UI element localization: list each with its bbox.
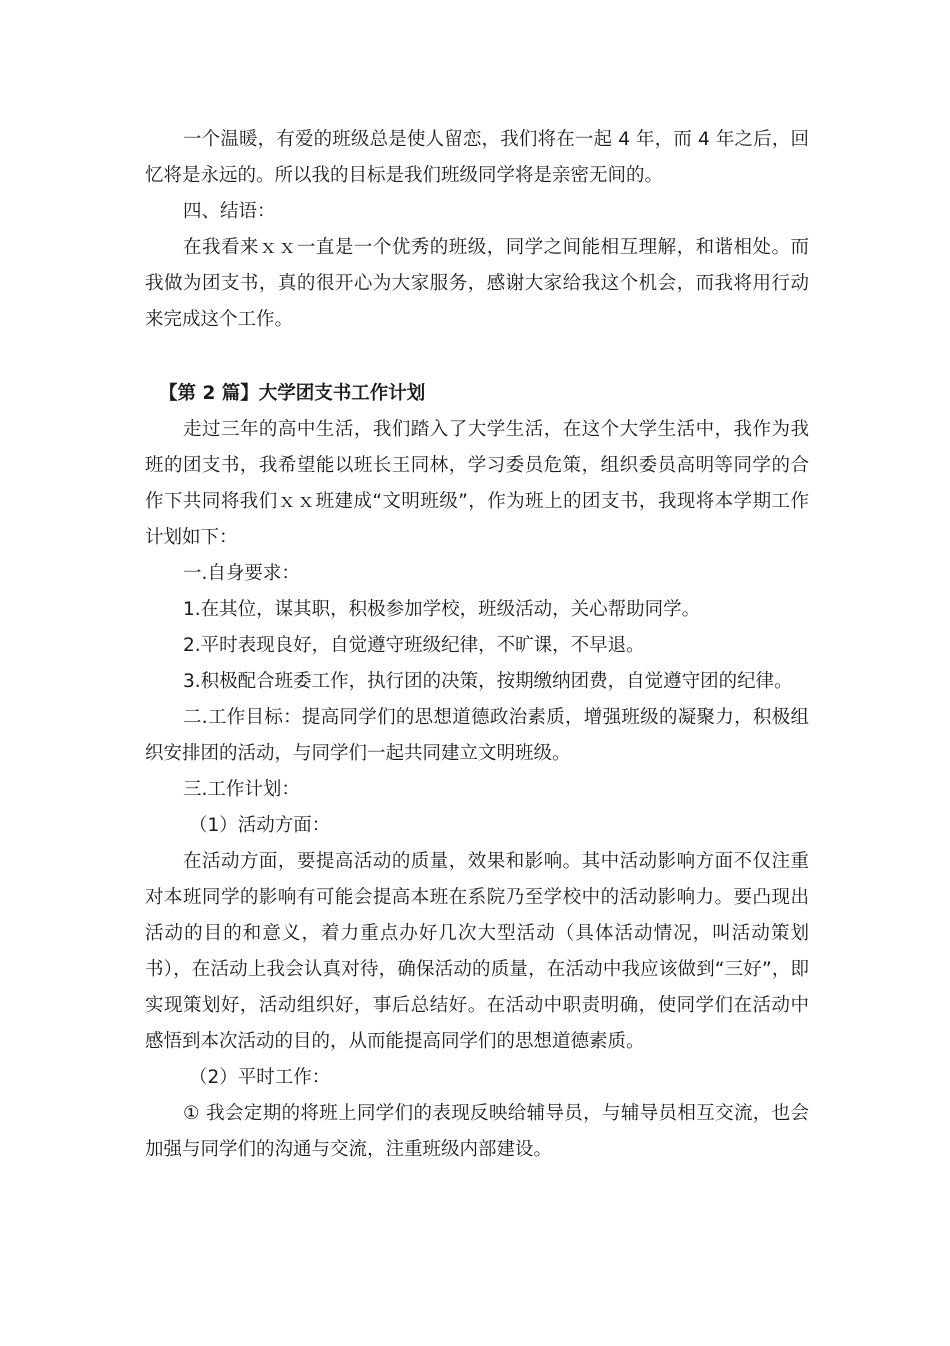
article-2-title: 【第 2 篇】大学团支书工作计划 [159,383,426,404]
paragraph-conclusion: 在我看来ｘｘ一直是一个优秀的班级，同学之间能相互理解，和谐相处。而我做为团支书，真的很开心为大家服务，感谢大家给我这个机会，而我将用行动来完成这个工作。 [145,237,809,330]
paragraph-activities: 在活动方面，要提高活动的质量，效果和影响。其中活动影响方面不仅注重对本班同学的影响有可能会提高本班在系院乃至学校中的活动影响力。要凸现出活动的目的和意义，着力重点办好几次大型活动（具体活动情况，叫活动策划书），在活动上我会认真对待，确保活动的质量，在活动中我应该做到“三好”，即实现策划好，活动组织好，事后总结好。在活动中职责明确，使同学们在活动中感悟到本次活动的目的，从而能提高同学们的思想道德素质。 [145,851,809,1052]
requirement-item-2: 2.平时表现良好，自觉遵守班级纪律，不旷课，不早退。 [183,635,645,656]
heading-work-plan: 三.工作计划： [183,779,300,800]
requirement-item-3: 3.积极配合班委工作，执行团的决策，按期缴纳团费，自觉遵守团的纪律。 [183,671,793,692]
document-page [145,122,809,1168]
subheading-activities: （1）活动方面： [189,815,331,836]
paragraph-daily-work-1: ① 我会定期的将班上同学们的表现反映给辅导员，与辅导员相互交流，也会加强与同学们的沟通与交流，注重班级内部建设。 [145,1103,809,1160]
requirement-item-1: 1.在其位，谋其职，积极参加学校，班级活动，关心帮助同学。 [183,599,701,620]
heading-self-requirements: 一.自身要求： [183,563,300,584]
paragraph-intro: 走过三年的高中生活，我们踏入了大学生活，在这个大学生活中，我作为我班的团支书，我希望能以班长王同林，学习委员危策，组织委员高明等同学的合作下共同将我们ｘｘ班建成“文明班级”，作为班上的团支书，我现将本学期工作计划如下： [145,419,809,548]
paragraph-work-goal: 二.工作目标：提高同学们的思想道德政治素质，增强班级的凝聚力，积极组织安排团的活动，与同学们一起共同建立文明班级。 [145,707,809,764]
paragraph-class-goal: 一个温暖，有爱的班级总是使人留恋，我们将在一起 4 年，而 4 年之后，回忆将是永远的。所以我的目标是我们班级同学将是亲密无间的。 [145,129,809,186]
heading-conclusion: 四、结语： [183,201,276,222]
subheading-daily-work: （2）平时工作： [189,1067,331,1088]
